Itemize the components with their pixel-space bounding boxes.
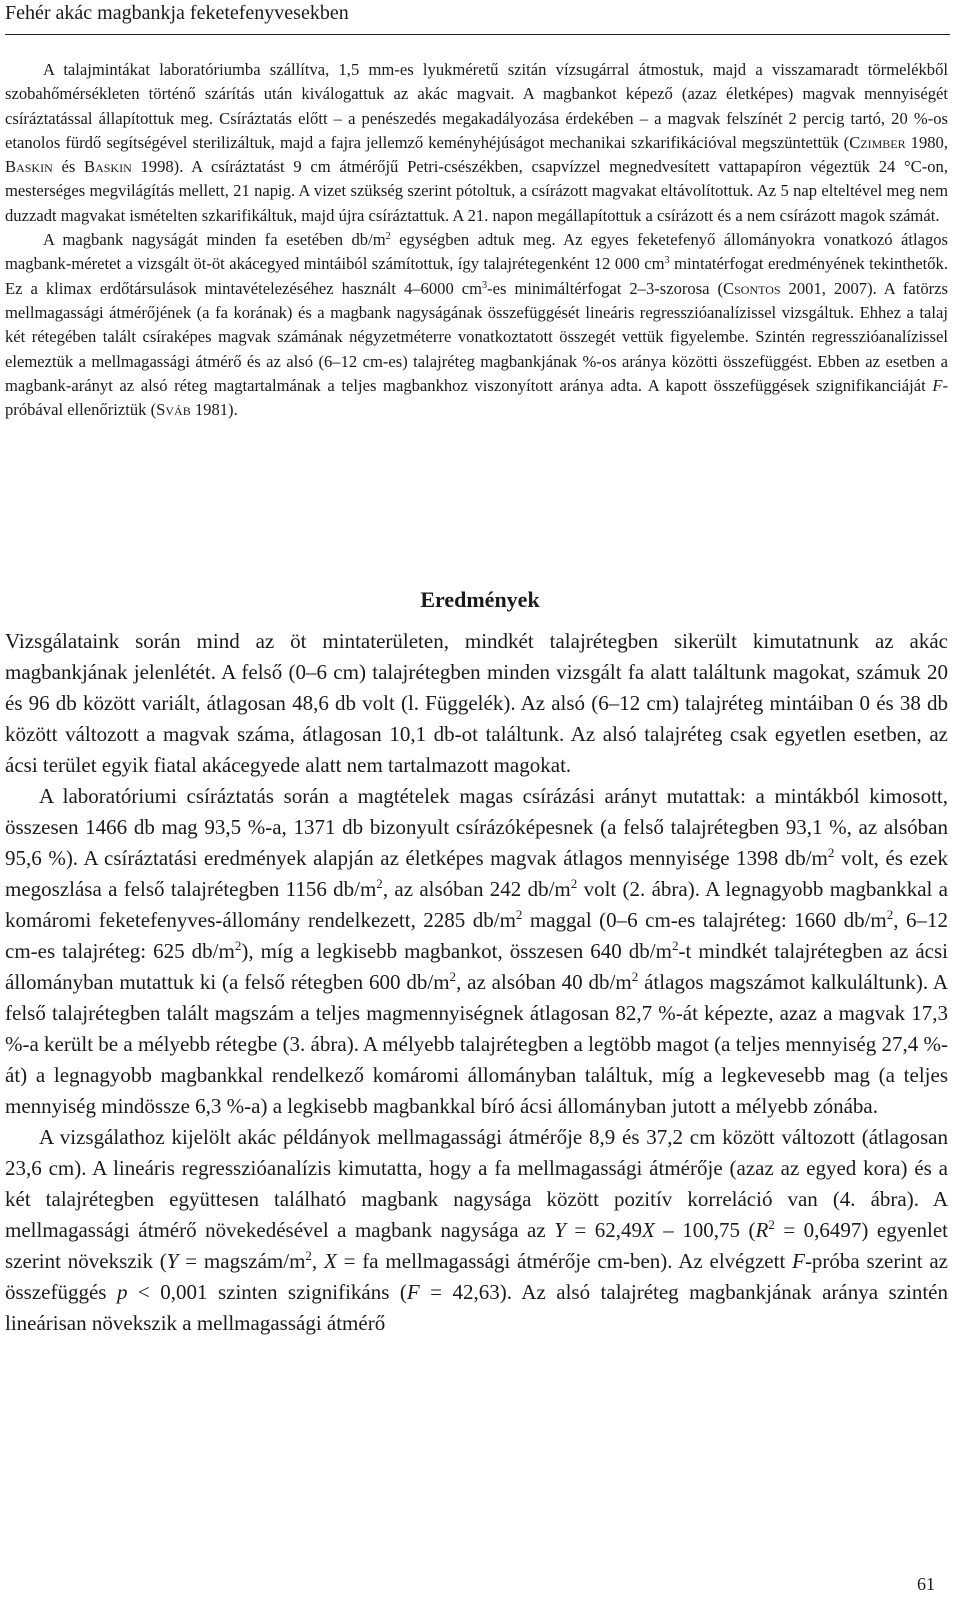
text-run: = magszám/m <box>178 1249 306 1273</box>
superscript: 2 <box>570 876 578 892</box>
text-run: = fa mellmagassági átmérője cm-ben). Az elvégzett <box>336 1249 793 1273</box>
text-run: mintatérfogat eredményének tekinthetők. Ez a klimax erdőtársulások mintavételezéséhez használt 4–6000 cm <box>5 254 948 298</box>
superscript: 2 <box>376 876 383 892</box>
superscript: 2 <box>449 969 457 985</box>
citation-author: Czimber <box>849 132 906 152</box>
italic-symbol: X <box>324 1249 337 1273</box>
text-run: A magbank nagyságát minden fa esetében db/m <box>43 230 386 250</box>
text-run: -t mindkét talajrétegben az ácsi állományban mutattuk ki (a felső rétegben 600 db/m <box>5 939 948 994</box>
text-run: egységben adtuk meg. Az egyes feketefenyő állományokra vonatkozó átlagos magbank-méretet a vizsgált öt-öt akácegyed mintáiból számítottuk, így talajrétegenként 12 000 cm <box>5 230 948 274</box>
italic-symbol: p <box>116 1280 128 1304</box>
methods-section <box>5 58 948 422</box>
italic-symbol: Y <box>166 1249 179 1273</box>
text-run: volt (2. ábra). A legnagyobb magbankkal a komáromi feketefenyves-állomány rendelkezett, 2285 db/m <box>5 877 948 932</box>
text-run: , <box>311 1249 324 1273</box>
italic-symbol: F <box>932 375 943 395</box>
superscript: 2 <box>234 938 242 954</box>
text-run: átlagos magszámot kalkuláltunk). A felső talajrétegben talált magszám a teljes magmennyiségnek átlagosan 82,7 %-át képezte, azaz a magvak 17,3 %-a került be a mélyebb rétegbe (3. ábra). A mélyebb talajrétegben a legtöbb magot (a teljes mennyiség 27,4 %-át) a legnagyobb magbankkal rendelkező komáromi állományban találtuk, míg a legkevesebb mag (a teljes mennyiség mindössze 6,3 %-a) a legkisebb magbankkal bíró ácsi állományban jutott a mélyebb zónába. <box>5 970 948 1118</box>
text-run: -próba szerint az összefüggés <box>5 1249 948 1304</box>
text-run: -próbával ellenőriztük ( <box>5 375 948 420</box>
text-run: 1998). A csíráztatást 9 cm átmérőjű Petri-csészékben, csapvízzel megnedvesített vattapapíron végeztük 24 °C-on, mesterséges megvilágítás mellett, 21 napig. A vizet szükség szerint pótoltuk, a csírázott magvakat eltávolítottuk. Az 5 nap elteltével meg nem duzzadt magvakat ismételten szkarifikáltuk, majd újra csíráztattuk. A 21. napon megállapítottuk a csírázott és a nem csírázott magok számát. <box>5 157 948 225</box>
results-paragraph-1: Vizsgálataink során mind az öt mintaterületen, mindkét talajrétegben sikerült kimutatnunk az akác magbankjának jelenlétét. A felső (0–6 cm) talajrétegben minden vizsgált fa alatt találtunk magokat, számuk 20 és 96 db között variált, átlagosan 48,6 db volt (l. Függelék). Az alsó (6–12 cm) talajréteg mintáiban 0 és 38 db között változott a magvak száma, átlagosan 10,1 db-ot találtunk. Az alsó talajréteg csak egyetlen esetben, az ácsi terület egyik fiatal akácegyede alatt nem tartalmazott magokat. <box>5 629 948 777</box>
italic-symbol: F <box>792 1249 805 1273</box>
methods-paragraph-2 <box>5 228 948 422</box>
text-run: , az alsóban 242 db/m <box>382 877 571 901</box>
italic-symbol: X <box>641 1218 655 1242</box>
page-number: 61 <box>917 1574 935 1594</box>
text-run: -es minimáltérfogat 2–3-szorosa ( <box>487 278 724 298</box>
italic-symbol: F <box>406 1280 420 1304</box>
section-heading-results: Eredmények <box>420 587 540 612</box>
superscript: 2 <box>385 230 391 242</box>
superscript: 2 <box>515 907 523 923</box>
text-run: volt, és ezek megoszlása a felső talajrétegben 1156 db/m <box>5 846 949 901</box>
text-run: és <box>52 157 85 177</box>
text-run: = 0,6497) egyenlet szerint növekszik ( <box>5 1218 949 1273</box>
text-run: A laboratóriumi csíráztatás során a magtételek magas csírázási arányt mutattak: a mintákból kimosott, összesen 1466 db mag 93,5 %-a, 1371 db bizonyult csírázóképesnek (a felső talajrétegben 93,1 %, az alsóban 95,6 %). A csíráztatási eredmények alapján az életképes magvak átlagos mennyisége 1398 db/m <box>5 784 948 870</box>
superscript: 2 <box>827 845 835 861</box>
superscript: 3 <box>482 279 488 291</box>
citation-author: Csontos <box>723 278 781 298</box>
results-section <box>5 626 948 1339</box>
results-paragraph-2 <box>5 781 948 1122</box>
superscript: 2 <box>631 969 639 985</box>
text-run: ), míg a legkisebb magbankot, összesen 640 db/m <box>241 939 672 963</box>
superscript: 2 <box>886 907 894 923</box>
text-run: A talajmintákat laboratóriumba szállítva, 1,5 mm-es lyukméretű szitán vízsugárral átmostuk, majd a visszamaradt törmelékből szobahőmérsékleten történő szárítás után kiválogattuk az akác magvait. A magbankot képező (azaz életképes) magvak mennyiségét csíráztatással állapítottuk meg. Csíráztatás előtt – a penészedés megakadályozása érdekében – a magvak felszínét 2 percig tartó, 20 %-os etanolos fürdő segítségével sterilizáltuk, majd a fajra jellemző keményhéjúságot mechanikai szkarifikációval megszüntettük ( <box>5 60 948 152</box>
text-run: maggal (0–6 cm-es talajréteg: 1660 db/m <box>522 908 887 932</box>
text-run: 1981). <box>190 400 238 420</box>
text-run: A vizsgálathoz kijelölt akác példányok mellmagassági átmérője 8,9 és 37,2 cm között változott (átlagosan 23,6 cm). A lineáris regresszióanalízis kimutatta, hogy a fa mellmagassági átmérője (azaz az egyed kora) és a két talajrétegben együttesen található magbank nagysága között pozitív korreláció van (4. ábra). A mellmagassági átmérő növekedésével a magbank nagysága az <box>5 1125 948 1242</box>
superscript: 2 <box>768 1217 775 1233</box>
text-run: , 6–12 cm-es talajréteg: 625 db/m <box>5 908 948 963</box>
citation-author: Sváb <box>156 400 191 420</box>
text-run: = 62,49 <box>565 1218 642 1242</box>
text-run: < 0,001 szinten szignifikáns ( <box>127 1280 407 1304</box>
text-run: , az alsóban 40 db/m <box>456 970 632 994</box>
superscript: 3 <box>664 255 670 267</box>
citation-author: Baskin <box>84 157 132 177</box>
superscript: 2 <box>305 1248 312 1264</box>
running-title: Fehér akác magbankja feketefenyvesekben <box>5 2 349 24</box>
methods-paragraph-1 <box>5 58 948 228</box>
text-run: 2001, 2007). A fatörzs mellmagassági átmérőjének (a fa korának) és a magbank nagyságának összefüggését lineáris regresszióanalízissel vizsgáltuk. Ehhez a talaj két rétegében talált csíraképes magvak számának négyzetméterre vonatkoztatott összegét vettük figyelembe. Szintén regresszióanalízissel elemeztük a mellmagassági átmérő és az alsó (6–12 cm-es) talajréteg magbankjának %-os aránya közötti összefüggést. Ebben az esetben a magbank-arányt az alsó réteg magtartalmának a teljes magbankhoz viszonyított aránya adta. A kapott összefüggések szignifikanciáját <box>5 278 948 395</box>
citation-author: Baskin <box>5 157 53 177</box>
italic-symbol: Y <box>554 1218 566 1242</box>
text-run: 1980, <box>905 132 948 152</box>
italic-symbol: R <box>755 1218 769 1242</box>
text-run: = 42,63). Az alsó talajréteg magbankjának aránya szintén lineárisan növekszik a mellmagassági átmérő <box>5 1280 948 1335</box>
text-run: – 100,75 ( <box>654 1218 756 1242</box>
running-header <box>5 0 950 35</box>
results-paragraph-3 <box>5 1122 948 1339</box>
superscript: 2 <box>671 938 679 954</box>
